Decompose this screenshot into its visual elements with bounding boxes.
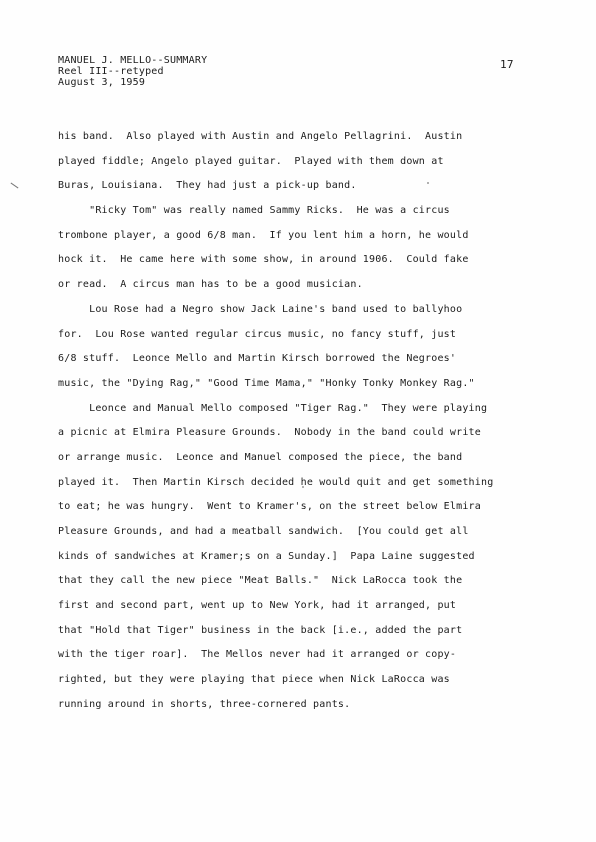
text-line: his band. Also played with Austin and Angelo Pellagrini. Austin <box>58 131 463 142</box>
text-line: with the tiger roar]. The Mellos never had it arranged or copy- <box>58 649 457 661</box>
header-title: MANUEL J. MELLO--SUMMARY <box>58 55 208 66</box>
text-line: played it. Then Martin Kirsch decided he would quit and get something <box>58 476 494 488</box>
stray-pen-mark <box>11 183 19 189</box>
text-line: righted, but they were playing that piece when Nick LaRocca was <box>58 674 450 686</box>
text-line: kinds of sandwiches at Kramer;s on a Sunday.] Papa Laine suggested <box>58 550 475 562</box>
text-line: "Ricky Tom" was really named Sammy Ricks. He was a circus <box>58 205 450 217</box>
text-line: a picnic at Elmira Pleasure Grounds. Nobody in the band could write <box>58 427 481 439</box>
header-reel: Reel III--retyped <box>58 66 164 77</box>
text-line: Pleasure Grounds, and had a meatball sandwich. [You could get all <box>58 526 469 537</box>
text-line: to eat; he was hungry. Went to Kramer's, on the street below Elmira <box>58 501 481 513</box>
text-line: for. Lou Rose wanted regular circus music, no fancy stuff, just <box>58 328 457 340</box>
text-line: Buras, Louisiana. They had just a pick-up band. <box>58 180 357 192</box>
header-date: August 3, 1959 <box>58 77 146 88</box>
text-line: trombone player, a good 6/8 man. If you lent him a horn, he would <box>58 229 469 241</box>
text-line: played fiddle; Angelo played guitar. Played with them down at <box>58 155 444 167</box>
transcript-body <box>58 131 548 724</box>
text-line: first and second part, went up to New York, had it arranged, put <box>58 600 457 612</box>
text-line: Leonce and Manual Mello composed "Tiger Rag." They were playing <box>58 402 488 414</box>
text-line: or arrange music. Leonce and Manuel composed the piece, the band <box>58 451 463 463</box>
text-line: music, the "Dying Rag," "Good Time Mama," "Honky Tonky Monkey Rag." <box>58 377 475 389</box>
text-line: Lou Rose had a Negro show Jack Laine's band used to ballyhoo <box>58 303 463 315</box>
text-line: that they call the new piece "Meat Balls." Nick LaRocca took the <box>58 575 463 587</box>
text-line: 6/8 stuff. Leonce Mello and Martin Kirsch borrowed the Negroes' <box>58 353 457 365</box>
text-line: running around in shorts, three-cornered pants. <box>58 698 351 710</box>
document-header <box>58 55 207 88</box>
text-line: hock it. He came here with some show, in around 1906. Could fake <box>58 254 469 266</box>
text-line: or read. A circus man has to be a good musician. <box>58 279 363 291</box>
page-number: 17 <box>500 58 514 71</box>
text-line: that "Hold that Tiger" business in the back [i.e., added the part <box>58 624 463 636</box>
